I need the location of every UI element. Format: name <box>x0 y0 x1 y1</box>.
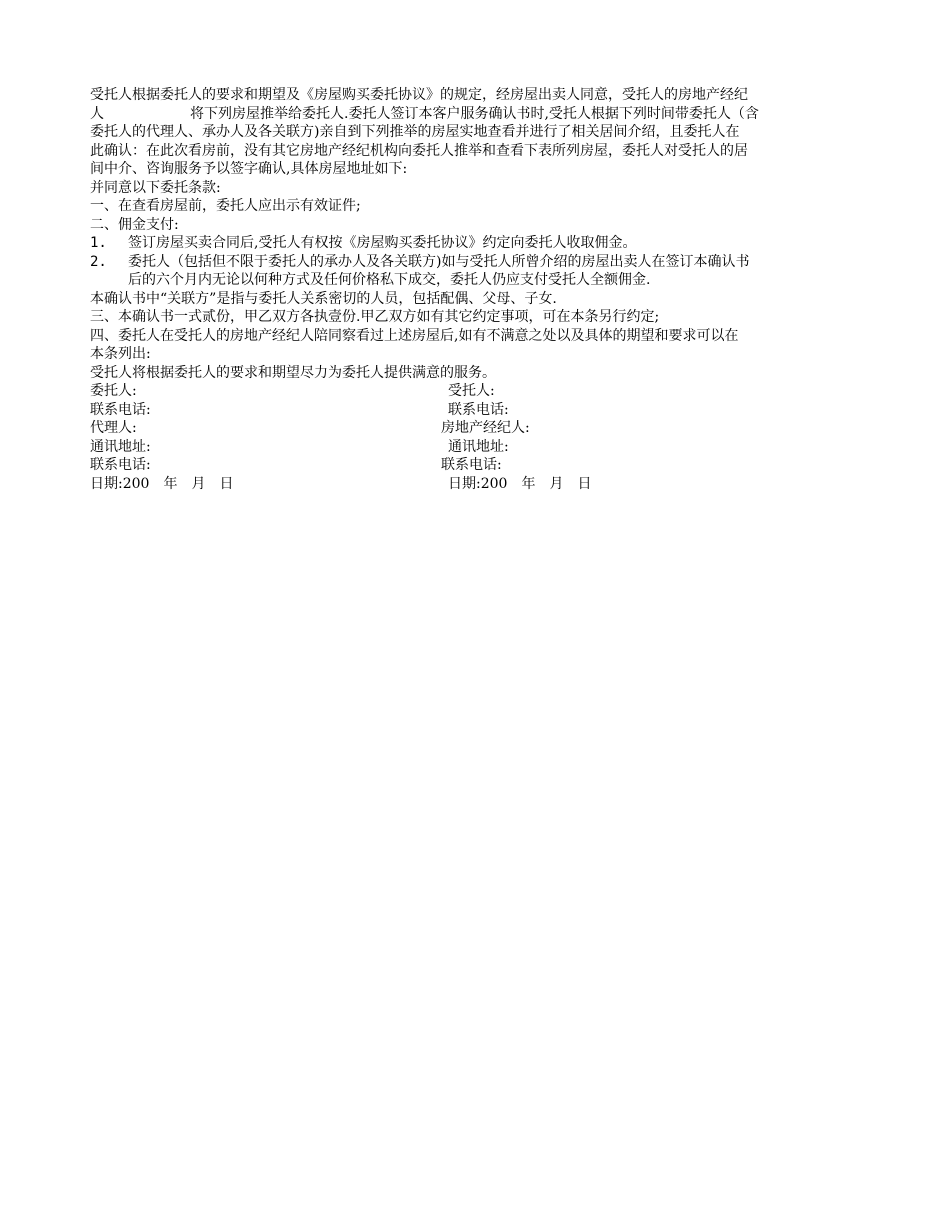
broker-label: 房地产经纪人: <box>441 420 530 436</box>
clause-one: 一、在查看房屋前，委托人应出示有效证件; <box>90 198 361 214</box>
intro-line-2 <box>90 105 860 124</box>
signature-row <box>90 382 860 401</box>
trustee-address-label: 通讯地址: <box>448 438 509 455</box>
list-text: 签订房屋买卖合同后,受托人有权按《房屋购买委托协议》约定向委托人收取佣金。 <box>128 235 637 251</box>
principal-date-label: 日期:200 年 月 日 <box>90 475 234 492</box>
list-text-line-1: 委托人（包括但不限于委托人的承办人及各关联方)如与受托人所曾介绍的房屋出卖人在签订本确认书 <box>128 253 750 270</box>
intro-line-5: 间中介、咨询服务予以签字确认,具体房屋地址如下: <box>90 161 408 177</box>
signature-row <box>90 456 860 475</box>
list-item <box>90 253 860 290</box>
clause-two: 二、佣金支付: <box>90 216 179 233</box>
intro-line-2-start: 人 <box>90 105 104 122</box>
intro-line-3: 委托人的代理人、承办人及各关联方)亲自到下列推举的房屋实地查看并进行了相关居间介绍，且委托人在 <box>90 124 740 140</box>
broker-phone-label: 联系电话: <box>441 457 502 473</box>
list-text-line-2: 后的六个月内无论以何种方式及任何价格私下成交，委托人仍应支付受托人全额佣金. <box>128 272 651 288</box>
document-body <box>90 86 860 493</box>
intro-line-2-rest: 将下列房屋推举给委托人.委托人签订本客户服务确认书时,受托人根据下列时间带委托人（含 <box>190 105 759 122</box>
signature-row <box>90 419 860 438</box>
agent-phone-label: 联系电话: <box>90 457 151 473</box>
list-text <box>128 253 860 290</box>
list-number: 2. <box>90 253 107 270</box>
related-party-note: 本确认书中“关联方”是指与委托人关系密切的人员，包括配偶、父母、子女. <box>90 290 557 307</box>
list-item <box>90 234 860 253</box>
clause-four-line-1: 四、委托人在受托人的房地产经纪人陪同察看过上述房屋后,如有不满意之处以及具体的期望和要求可以在 <box>90 327 739 344</box>
signature-row <box>90 438 860 457</box>
principal-phone-label: 联系电话: <box>90 401 151 418</box>
principal-address-label: 通讯地址: <box>90 438 151 455</box>
principal-label: 委托人: <box>90 383 137 399</box>
trustee-date-label: 日期:200 年 月 日 <box>448 475 592 492</box>
list-number: 1. <box>90 235 107 251</box>
agree-clause: 并同意以下委托条款: <box>90 179 221 196</box>
intro-line-4: 此确认：在此次看房前，没有其它房地产经纪机构向委托人推举和查看下表所列房屋，委托人对受托人的居 <box>90 142 748 159</box>
signature-row <box>90 475 860 494</box>
clause-four-line-2: 本条列出: <box>90 346 151 362</box>
service-statement: 受托人将根据委托人的要求和期望尽力为委托人提供满意的服务。 <box>90 364 496 381</box>
clause-three: 三、本确认书一式贰份，甲乙双方各执壹份.甲乙双方如有其它约定事项，可在本条另行约定; <box>90 309 660 325</box>
agent-label: 代理人: <box>90 420 137 436</box>
trustee-phone-label: 联系电话: <box>448 401 509 418</box>
signature-row <box>90 401 860 420</box>
intro-line-1: 受托人根据委托人的要求和期望及《房屋购买委托协议》的规定，经房屋出卖人同意，受托人的房地产经纪 <box>90 87 748 103</box>
trustee-label: 受托人: <box>448 383 495 399</box>
